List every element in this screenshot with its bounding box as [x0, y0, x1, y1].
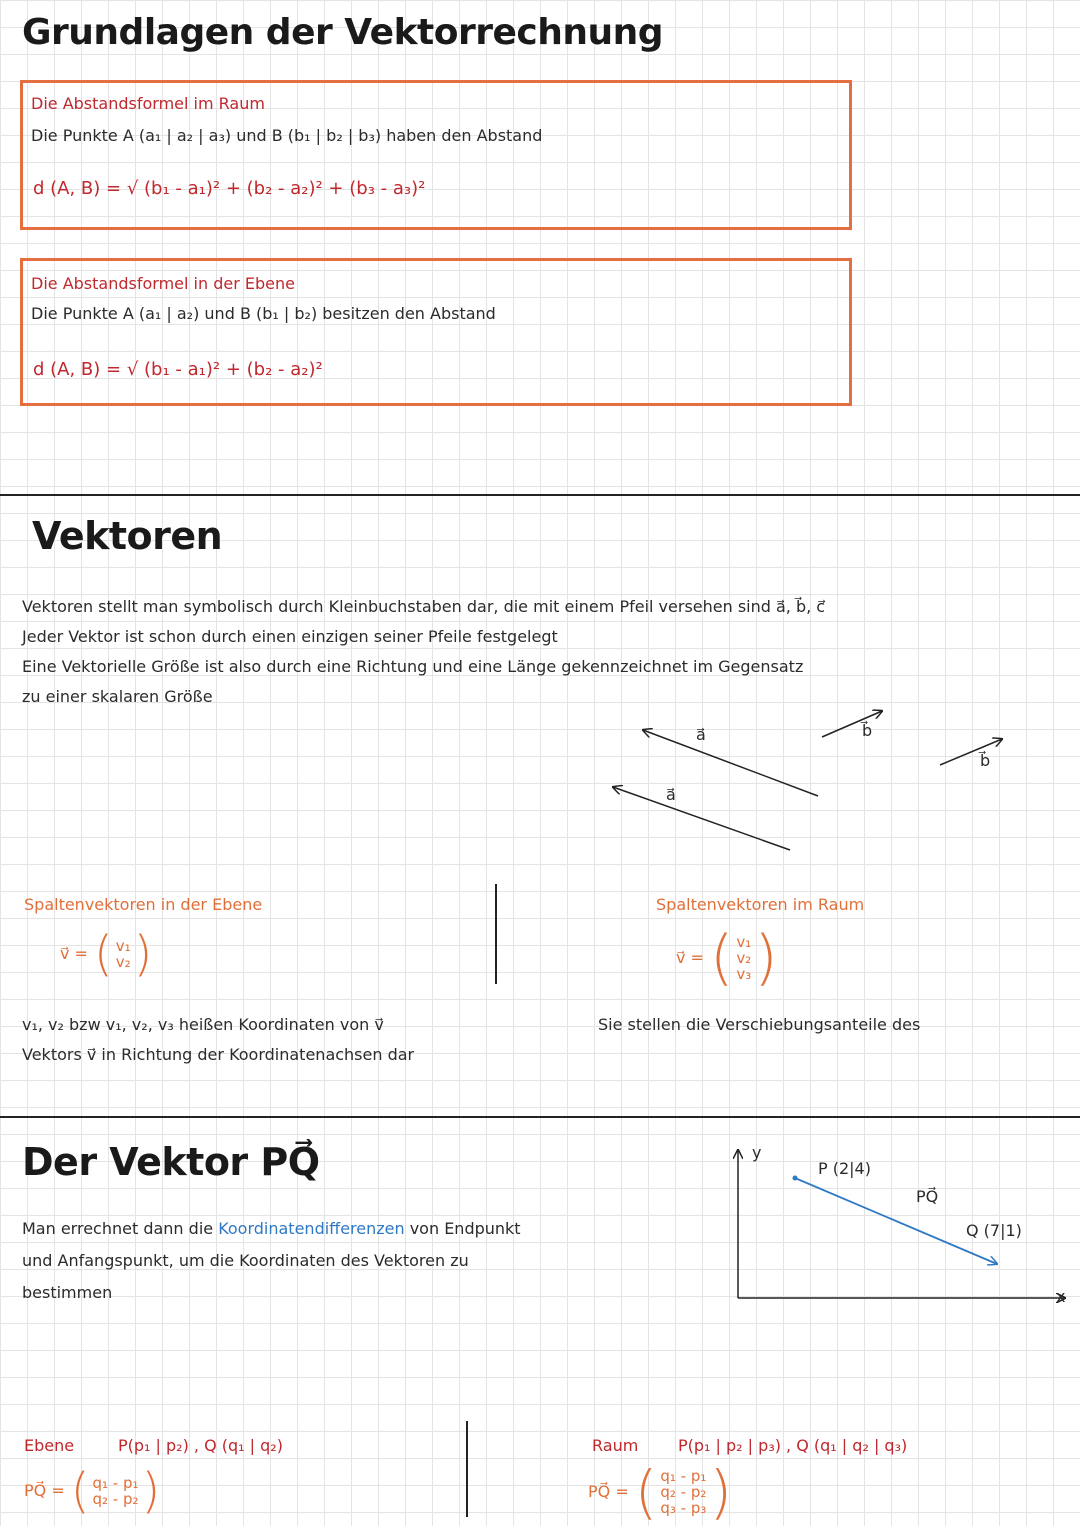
graph-x-label: x [1056, 1287, 1066, 1306]
pq-ebene-comp-1: q₁ - p₁ [92, 1474, 139, 1492]
arrow-label-b-1: b⃗ [862, 721, 873, 740]
spalten-desc-right: Sie stellen die Verschiebungsanteile des [598, 1015, 921, 1034]
graph-q-label: Q (7|1) [966, 1221, 1022, 1240]
distance-formula-raum: d (A, B) = √ (b₁ - a₁)² + (b₂ - a₂)² + (b₃ - a₃)² [33, 178, 426, 199]
section-divider-2 [0, 1116, 1080, 1118]
distance-formula-ebene: d (A, B) = √ (b₁ - a₁)² + (b₂ - a₂)² [33, 359, 323, 380]
vektoren-line-3: Eine Vektorielle Größe ist also durch eine Richtung und eine Länge gekennzeichnet im Gegensatz [22, 657, 804, 676]
pq-ebene-label: Ebene [24, 1436, 75, 1455]
pq-raum-points: P(p₁ | p₂ | p₃) , Q (q₁ | q₂ | q₃) [678, 1436, 908, 1455]
spalten-raum-lhs: v⃗ = [676, 948, 704, 967]
spalten-ebene-vector: v⃗ = ( v₁ v₂ ) [60, 926, 153, 982]
graph-p-label: P (2|4) [818, 1159, 871, 1178]
spalten-desc-left-2: Vektors v⃗ in Richtung der Koordinatenachsen dar [22, 1045, 415, 1064]
spalten-raum-title: Spaltenvektoren im Raum [656, 895, 865, 914]
pq-text-line-2: und Anfangspunkt, um die Koordinaten des Vektoren zu [22, 1251, 469, 1270]
spalten-ebene-comp-1: v₁ [115, 937, 131, 955]
pq-text-1-pre: Man errechnet dann die [22, 1219, 219, 1238]
spalten-raum-comp-1: v₁ [736, 933, 752, 951]
pq-ebene-components [89, 1475, 141, 1507]
arrow-a-2 [613, 787, 790, 850]
vektoren-line-2: Jeder Vektor ist schon durch einen einzigen seiner Pfeile festgelegt [22, 627, 558, 646]
pq-ebene-vector [24, 1463, 161, 1519]
section-title-pq: Der Vektor PQ⃗ [22, 1140, 320, 1184]
spalten-raum-comp-3: v₃ [736, 965, 752, 983]
pq-raum-lhs: PQ⃗ = [588, 1482, 629, 1501]
arrow-b-2 [940, 739, 1002, 765]
spalten-desc-left-1: v₁, v₂ bzw v₁, v₂, v₃ heißen Koordinaten von v⃗ [22, 1015, 384, 1034]
pq-raum-components [657, 1468, 709, 1516]
pq-raum-comp-2: q₂ - p₂ [660, 1483, 707, 1501]
vektoren-line-4: zu einer skalaren Größe [22, 687, 213, 706]
pq-raum-comp-1: q₁ - p₁ [660, 1467, 707, 1485]
spalten-divider [495, 884, 497, 984]
spalten-ebene-title: Spaltenvektoren in der Ebene [24, 895, 263, 914]
box-text-raum: Die Punkte A (a₁ | a₂ | a₃) und B (b₁ | b₂ | b₃) haben den Abstand [31, 126, 543, 145]
pq-ebene-paren-left: ( [70, 1463, 90, 1519]
pq-text-highlight: Koordinatendifferenzen [218, 1219, 405, 1238]
pq-text-line-3: bestimmen [22, 1283, 113, 1302]
spalten-raum-vector: v⃗ = ( v₁ v₂ v₃ ) [676, 923, 778, 993]
box-text-ebene: Die Punkte A (a₁ | a₂) und B (b₁ | b₂) besitzen den Abstand [31, 304, 496, 323]
graph-point-p [793, 1176, 798, 1181]
box-heading-raum: Die Abstandsformel im Raum [31, 94, 265, 113]
pq-ebene-points: P(p₁ | p₂) , Q (q₁ | q₂) [118, 1436, 283, 1455]
spalten-ebene-lhs: v⃗ = [60, 944, 88, 963]
pq-raum-vector [588, 1458, 733, 1526]
pq-raum-vector-body [634, 1458, 733, 1526]
arrow-label-b-2: b⃗ [980, 751, 991, 770]
box-heading-ebene: Die Abstandsformel in der Ebene [31, 274, 295, 293]
spalten-raum-comp-2: v₂ [736, 949, 752, 967]
pq-ebene-vector-body [70, 1463, 161, 1519]
section-title-vektoren: Vektoren [32, 514, 223, 558]
vektoren-line-1: Vektoren stellt man symbolisch durch Kleinbuchstaben dar, die mit einem Pfeil versehen sind a⃗, b⃗, c⃗ [22, 597, 826, 616]
pq-raum-label: Raum [592, 1436, 639, 1455]
arrow-label-a-2: a⃗ [666, 785, 676, 804]
arrow-label-a-1: a⃗ [696, 725, 706, 744]
pq-text-1-post: von Endpunkt [404, 1219, 521, 1238]
pq-raum-comp-3: q₃ - p₃ [660, 1499, 707, 1517]
graph-vector-label: PQ⃗ [916, 1187, 939, 1206]
graph-y-label: y [752, 1143, 762, 1162]
pq-ebene-paren-right: ) [141, 1463, 161, 1519]
pq-ebene-comp-2: q₂ - p₂ [92, 1490, 139, 1508]
pq-ebene-lhs: PQ⃗ = [24, 1481, 65, 1500]
spalten-ebene-comp-2: v₂ [115, 953, 131, 971]
arrow-b-1 [822, 711, 882, 737]
pq-raum-paren-right: ) [709, 1458, 733, 1526]
pq-divider [466, 1421, 468, 1517]
pq-raum-paren-left: ( [634, 1458, 658, 1526]
page-title: Grundlagen der Vektorrechnung [22, 12, 664, 53]
pq-text-line-1 [22, 1214, 521, 1244]
